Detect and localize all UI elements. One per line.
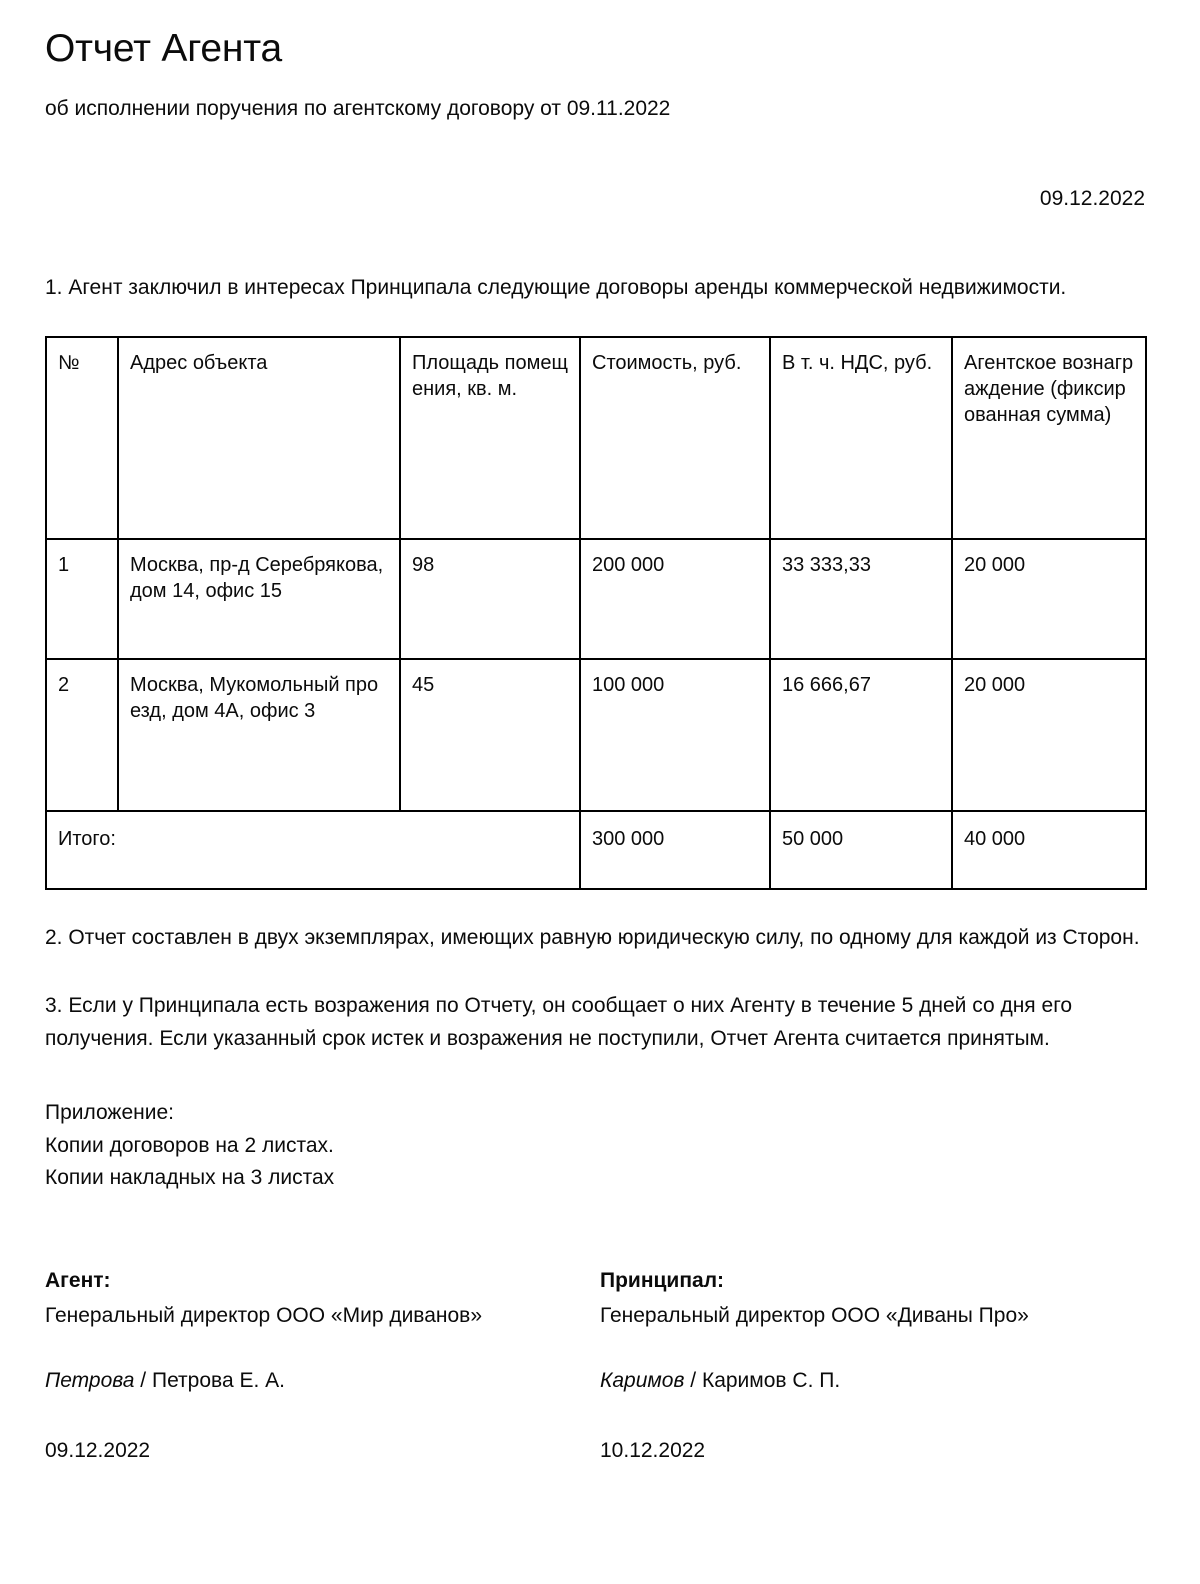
table-total-row [46, 811, 1146, 889]
agent-position: Генеральный директор ООО «Мир диванов» [45, 1304, 483, 1328]
appendix-line-2: Копии накладных на 3 листах [45, 1166, 335, 1190]
signature-column-agent [45, 1267, 600, 1465]
column-header-address: Адрес объекта [118, 337, 400, 539]
agent-signature-scrawl: Петрова [45, 1368, 135, 1392]
cell-address: Москва, Мукомольный проезд, дом 4А, офис 3 [118, 659, 400, 811]
signature-columns [45, 1267, 1155, 1465]
cell-area: 45 [400, 659, 580, 811]
cell-cost: 100 000 [580, 659, 770, 811]
cell-vat: 33 333,33 [770, 539, 952, 659]
clause-1-text: 1. Агент заключил в интересах Принципала следующие договоры аренды коммерческой недвижимости. [45, 276, 1067, 300]
cell-number: 1 [46, 539, 118, 659]
signature-block [45, 1195, 1155, 1465]
table-header-row [46, 337, 1146, 539]
principal-role-label: Принципал: [600, 1268, 725, 1292]
agent-role-label: Агент: [45, 1268, 111, 1292]
agent-signature-separator: / [134, 1368, 152, 1392]
table-header [46, 337, 1146, 539]
total-fee: 40 000 [952, 811, 1146, 889]
table-row [46, 659, 1146, 811]
column-header-vat: В т. ч. НДС, руб. [770, 337, 952, 539]
cell-area: 98 [400, 539, 580, 659]
principal-signature-separator: / [684, 1368, 702, 1392]
total-label: Итого: [46, 811, 580, 889]
appendix-block [45, 1055, 1155, 1195]
table-row [46, 539, 1146, 659]
principal-date: 10.12.2022 [600, 1438, 706, 1462]
cell-cost: 200 000 [580, 539, 770, 659]
principal-signature-scrawl: Каримов [600, 1368, 685, 1392]
page-title: Отчет Агента [45, 27, 282, 70]
agent-signature-line [45, 1331, 600, 1395]
cell-address: Москва, пр-д Серебрякова, дом 14, офис 15 [118, 539, 400, 659]
appendix-label: Приложение: [45, 1101, 175, 1125]
table-body [46, 539, 1146, 889]
cell-vat: 16 666,67 [770, 659, 952, 811]
contracts-table-wrapper [45, 305, 1155, 890]
agent-name: Петрова Е. А. [151, 1368, 285, 1392]
document-date: 09.12.2022 [1039, 187, 1145, 211]
column-header-cost: Стоимость, руб. [580, 337, 770, 539]
cell-fee: 20 000 [952, 659, 1146, 811]
principal-signature-line [600, 1331, 1155, 1395]
clause-2-text: 2. Отчет составлен в двух экземплярах, имеющих равную юридическую силу, по одному для каждой из Сторон. [45, 925, 1140, 949]
total-vat: 50 000 [770, 811, 952, 889]
contracts-table [45, 336, 1147, 890]
clause-3-text: 3. Если у Принципала есть возражения по Отчету, он сообщает о них Агенту в течение 5 дней со дня его получения. Если указанный срок истек и возражения не поступили, Отчет Агента считается принятым. [45, 994, 1073, 1050]
cell-fee: 20 000 [952, 539, 1146, 659]
column-header-area: Площадь помещения, кв. м. [400, 337, 580, 539]
appendix-line-1: Копии договоров на 2 листах. [45, 1133, 334, 1157]
principal-position: Генеральный директор ООО «Диваны Про» [600, 1304, 1029, 1328]
document-subtitle: об исполнении поручения по агентскому договору от 09.11.2022 [45, 96, 671, 120]
signature-column-principal [600, 1267, 1155, 1465]
principal-name: Каримов С. П. [701, 1368, 841, 1392]
cell-number: 2 [46, 659, 118, 811]
agent-date: 09.12.2022 [45, 1438, 151, 1462]
column-header-fee: Агентское вознаграждение (фиксированная сумма) [952, 337, 1146, 539]
column-header-number: № [46, 337, 118, 539]
total-cost: 300 000 [580, 811, 770, 889]
